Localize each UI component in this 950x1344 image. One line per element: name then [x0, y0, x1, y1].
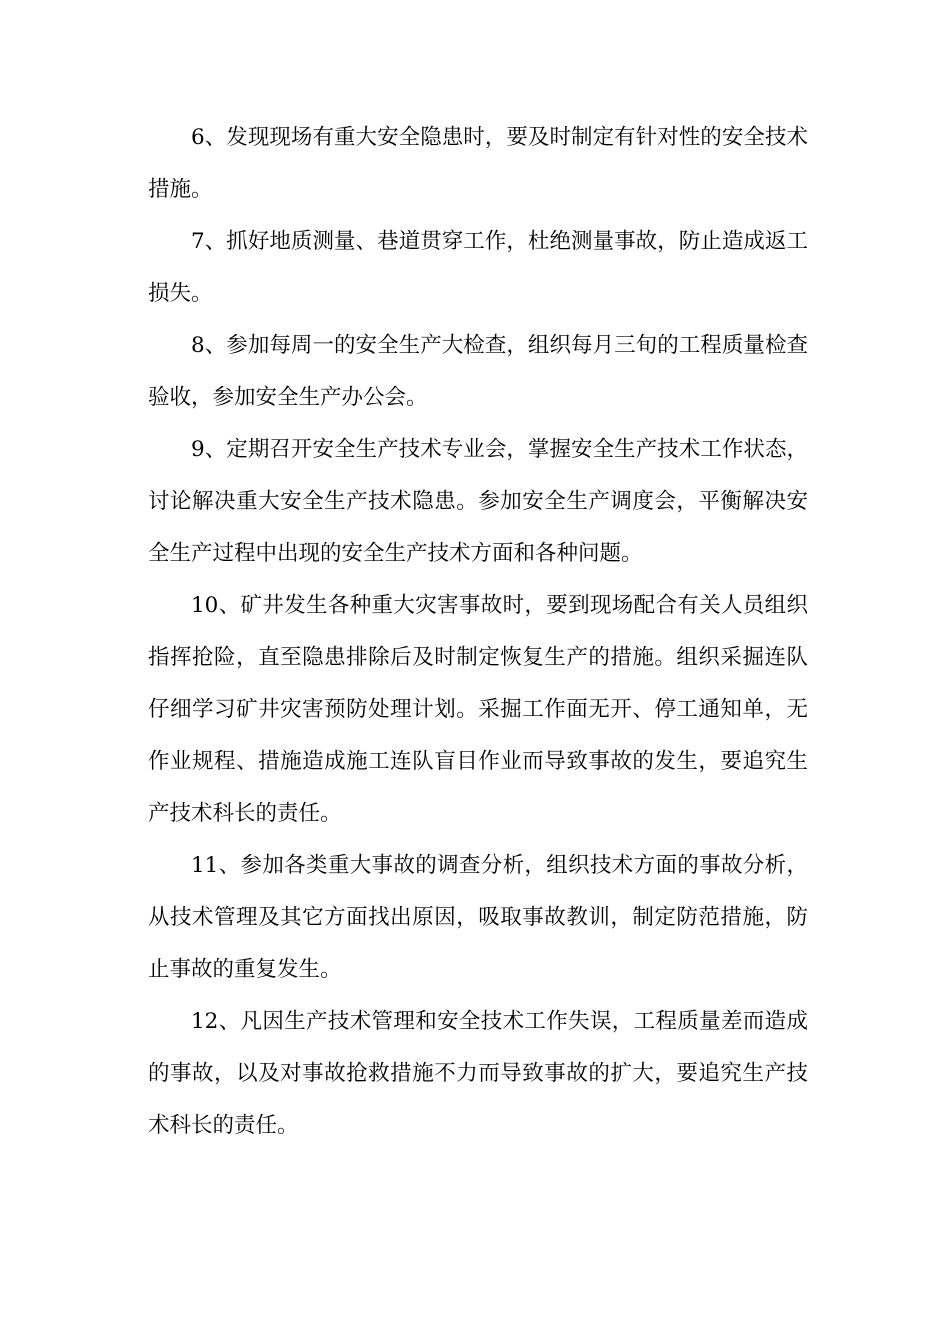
- paragraph-item-11: 11、参加各类重大事故的调查分析，组织技术方面的事故分析，从技术管理及其它方面找出原因，吸取事故教训，制定防范措施，防止事故的重复发生。: [148, 853, 808, 982]
- paragraph-item-10: 10、矿井发生各种重大灾害事故时，要到现场配合有关人员组织指挥抢险，直至隐患排除后及时制定恢复生产的措施。组织采掘连队仔细学习矿井灾害预防处理计划。采掘工作面无开、停工通知单，无作业规程、措施造成施工连队盲目作业而导致事故的发生，要追究生产技术科长的责任。: [148, 593, 808, 826]
- document-body: [148, 112, 808, 1152]
- paragraph-item-8: 8、参加每周一的安全生产大检查，组织每月三旬的工程质量检查验收，参加安全生产办公会。: [148, 333, 808, 410]
- paragraph-item-7: 7、抓好地质测量、巷道贯穿工作，杜绝测量事故，防止造成返工损失。: [148, 229, 808, 306]
- paragraph-item-9: 9、定期召开安全生产技术专业会，掌握安全生产技术工作状态，讨论解决重大安全生产技术隐患。参加安全生产调度会，平衡解决安全生产过程中出现的安全生产技术方面和各种问题。: [148, 437, 808, 566]
- paragraph-item-12: 12、凡因生产技术管理和安全技术工作失误，工程质量差而造成的事故，以及对事故抢救措施不力而导致事故的扩大，要追究生产技术科长的责任。: [148, 1009, 808, 1138]
- paragraph-item-6: 6、发现现场有重大安全隐患时，要及时制定有针对性的安全技术措施。: [148, 125, 808, 202]
